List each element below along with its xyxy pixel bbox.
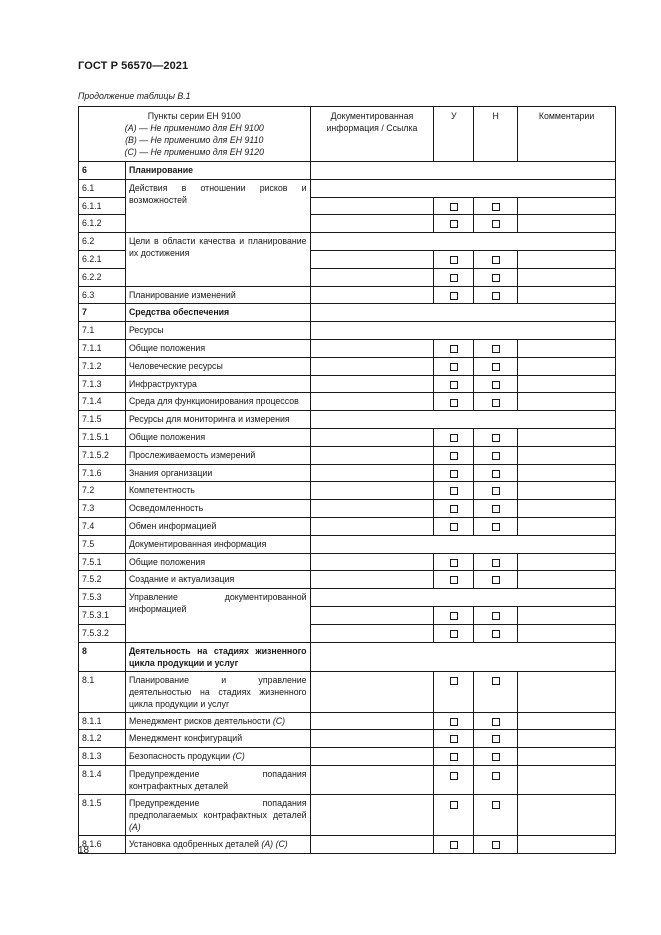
checkbox-u[interactable]: [450, 487, 458, 495]
header-u: У: [434, 107, 474, 162]
checkbox-u[interactable]: [450, 841, 458, 849]
checkbox-n[interactable]: [492, 841, 500, 849]
requirements-table: [78, 106, 616, 854]
table-row: 8.1.2 Менеджмент конфигураций: [79, 730, 616, 748]
table-row: 8.1.1 Менеджмент рисков деятельности (С): [79, 712, 616, 730]
checkbox-u[interactable]: [450, 452, 458, 460]
checkbox-u[interactable]: [450, 434, 458, 442]
checkbox-n[interactable]: [492, 256, 500, 264]
checkbox-u[interactable]: [450, 505, 458, 513]
checkbox-n[interactable]: [492, 292, 500, 300]
table-row: 7.1.6 Знания организации: [79, 464, 616, 482]
checkbox-u[interactable]: [450, 576, 458, 584]
checkbox-n[interactable]: [492, 220, 500, 228]
table-row: 7.5.2 Создание и актуализация: [79, 571, 616, 589]
header-clauses: Пункты серии ЕН 9100 (А) — Не применимо для ЕН 9100 (В) — Не применимо для ЕН 9110 (С) — Не применимо для ЕН 9120: [79, 107, 311, 162]
header-documented-info: Документированная информация / Ссылка: [310, 107, 434, 162]
table-row: 7.5.3.2: [79, 624, 616, 642]
checkbox-u[interactable]: [450, 612, 458, 620]
document-title: ГОСТ Р 56570—2021: [78, 60, 189, 72]
table-caption: Продолжение таблицы В.1: [78, 91, 191, 101]
table-row: 6.2 Цели в области качества и планирование их достижения: [79, 233, 616, 251]
table-row: 7 Средства обеспечения: [79, 304, 616, 322]
table-row: 7.5.1 Общие положения: [79, 553, 616, 571]
checkbox-u[interactable]: [450, 363, 458, 371]
checkbox-u[interactable]: [450, 220, 458, 228]
checkbox-n[interactable]: [492, 274, 500, 282]
checkbox-n[interactable]: [492, 801, 500, 809]
checkbox-n[interactable]: [492, 772, 500, 780]
checkbox-u[interactable]: [450, 718, 458, 726]
checkbox-u[interactable]: [450, 256, 458, 264]
table-row: 7.1.3 Инфраструктура: [79, 375, 616, 393]
table-row: 6.2.1: [79, 250, 616, 268]
table-row: 8.1.4 Предупреждение попадания контрафактных деталей: [79, 765, 616, 794]
checkbox-u[interactable]: [450, 735, 458, 743]
table-row: 7.2 Компетентность: [79, 482, 616, 500]
table-row: 7.3 Осведомленность: [79, 500, 616, 518]
table-row: 7.1.1 Общие положения: [79, 339, 616, 357]
checkbox-u[interactable]: [450, 203, 458, 211]
header-n: Н: [474, 107, 518, 162]
table-row: 6 Планирование: [79, 162, 616, 180]
table-row: 8.1.5 Предупреждение попадания предполагаемых контрафактных деталей (А): [79, 794, 616, 835]
table-row: 6.2.2: [79, 268, 616, 286]
checkbox-n[interactable]: [492, 735, 500, 743]
table-row: 7.1.2 Человеческие ресурсы: [79, 357, 616, 375]
table-row: 8.1.6 Установка одобренных деталей (А) (С): [79, 835, 616, 853]
checkbox-u[interactable]: [450, 292, 458, 300]
checkbox-u[interactable]: [450, 753, 458, 761]
checkbox-u[interactable]: [450, 801, 458, 809]
checkbox-n[interactable]: [492, 487, 500, 495]
checkbox-n[interactable]: [492, 399, 500, 407]
page-number: 18: [78, 845, 90, 856]
checkbox-n[interactable]: [492, 576, 500, 584]
table-row: 6.1.1: [79, 197, 616, 215]
checkbox-u[interactable]: [450, 274, 458, 282]
checkbox-u[interactable]: [450, 523, 458, 531]
table-row: 7.1.4 Среда для функционирования процессов: [79, 393, 616, 411]
table-header-row: [79, 107, 616, 162]
table-row: 7.1.5.1 Общие положения: [79, 428, 616, 446]
table-row: 6.1 Действия в отношении рисков и возможностей: [79, 179, 616, 197]
checkbox-u[interactable]: [450, 470, 458, 478]
checkbox-n[interactable]: [492, 203, 500, 211]
table-row: 7.1.5.2 Прослеживаемость измерений: [79, 446, 616, 464]
table-row: 7.4 Обмен информацией: [79, 517, 616, 535]
table-row: 7.5.3.1: [79, 606, 616, 624]
checkbox-u[interactable]: [450, 630, 458, 638]
checkbox-n[interactable]: [492, 381, 500, 389]
checkbox-n[interactable]: [492, 505, 500, 513]
checkbox-u[interactable]: [450, 345, 458, 353]
checkbox-n[interactable]: [492, 718, 500, 726]
checkbox-n[interactable]: [492, 630, 500, 638]
checkbox-n[interactable]: [492, 559, 500, 567]
checkbox-n[interactable]: [492, 452, 500, 460]
checkbox-n[interactable]: [492, 470, 500, 478]
checkbox-n[interactable]: [492, 523, 500, 531]
checkbox-u[interactable]: [450, 772, 458, 780]
checkbox-u[interactable]: [450, 399, 458, 407]
checkbox-n[interactable]: [492, 363, 500, 371]
table-row: 6.1.2: [79, 215, 616, 233]
checkbox-u[interactable]: [450, 559, 458, 567]
checkbox-u[interactable]: [450, 677, 458, 685]
checkbox-n[interactable]: [492, 434, 500, 442]
table-row: 7.5 Документированная информация: [79, 535, 616, 553]
table-row: 6.3 Планирование изменений: [79, 286, 616, 304]
checkbox-n[interactable]: [492, 345, 500, 353]
checkbox-n[interactable]: [492, 677, 500, 685]
checkbox-u[interactable]: [450, 381, 458, 389]
header-comments: Комментарии: [518, 107, 616, 162]
checkbox-n[interactable]: [492, 612, 500, 620]
checkbox-n[interactable]: [492, 753, 500, 761]
table-row: 7.1 Ресурсы: [79, 322, 616, 340]
table-row: 7.5.3 Управление документированной информацией: [79, 589, 616, 607]
table-row: 8.1.3 Безопасность продукции (С): [79, 748, 616, 766]
table-row: 8 Деятельность на стадиях жизненного цикла продукции и услуг: [79, 642, 616, 671]
table-row: 8.1 Планирование и управление деятельностью на стадиях жизненного цикла продукции и услуг: [79, 671, 616, 712]
table-row: 7.1.5 Ресурсы для мониторинга и измерения: [79, 411, 616, 429]
